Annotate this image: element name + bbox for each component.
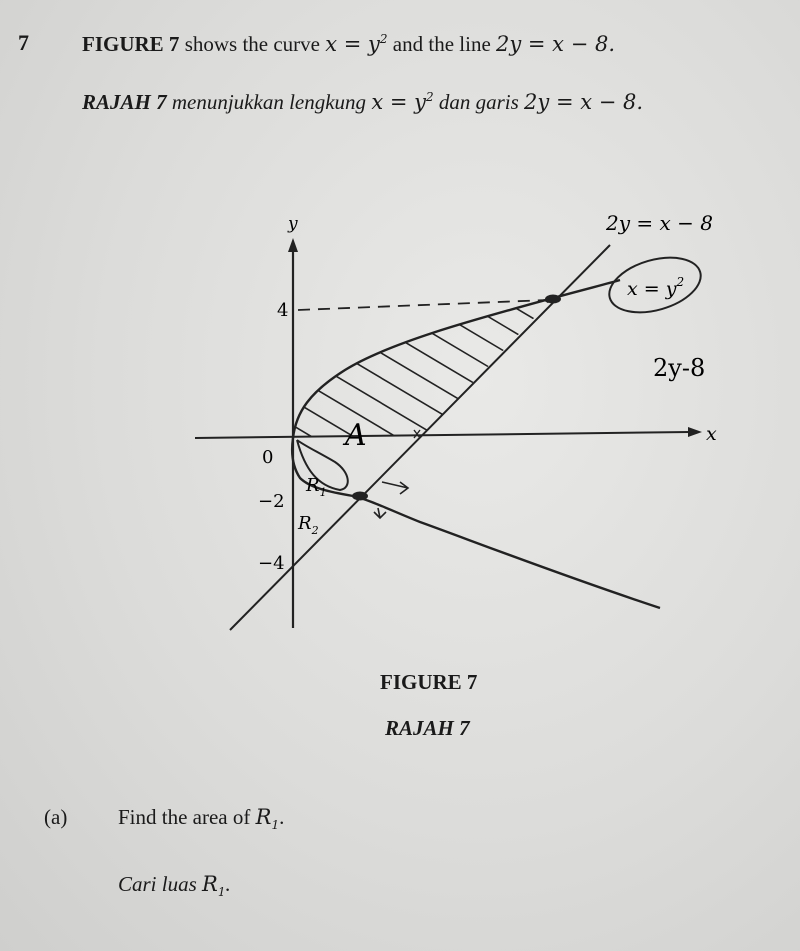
axis-y-label: y — [288, 214, 298, 234]
part-a-var-sub-ms: 1 — [217, 885, 226, 900]
text-pre-ms: menunjukkan lengkung — [166, 90, 372, 114]
x-axis-arrowhead — [688, 427, 702, 437]
region-r1-base: R — [306, 475, 320, 496]
line-equation-en: 2y = x − 8. — [496, 32, 616, 56]
part-a-var-base-en: R — [255, 805, 272, 829]
intersection-point-lower — [352, 492, 368, 501]
part-a-end-ms: . — [225, 872, 231, 896]
region-a-label: A — [345, 418, 367, 453]
curve-exponent-ms: 2 — [425, 90, 434, 104]
figure-caption-en: FIGURE 7 — [380, 670, 478, 694]
axis-x-label: x — [706, 423, 717, 445]
curve-exponent-en: 2 — [379, 32, 388, 46]
part-a-end-en: . — [279, 805, 285, 829]
part-a-var-sub-en: 1 — [271, 818, 280, 833]
part-a-var-base-ms: R — [202, 872, 218, 896]
figure-ref-en: FIGURE 7 — [82, 32, 180, 56]
handwritten-note: 2y-8 — [653, 354, 706, 382]
arrow-right-icon — [382, 482, 408, 494]
tick-label-y-neg4: −4 — [258, 553, 285, 574]
part-a-var-ms — [202, 872, 226, 900]
figure-ref-ms: RAJAH 7 — [82, 90, 167, 114]
region-r1-sub: 1 — [319, 486, 327, 499]
curve-label — [627, 275, 684, 300]
text-mid-en: and the line — [387, 32, 497, 56]
figure-caption-ms: RAJAH 7 — [385, 716, 470, 740]
question-number: 7 — [18, 30, 29, 55]
arrow-down-icon — [374, 508, 386, 518]
region-a-hatching — [250, 75, 620, 645]
text-mid-ms: dan garis — [433, 90, 525, 114]
tick-label-y-neg2: −2 — [258, 491, 285, 512]
part-a-text-ms: Cari luas — [118, 872, 203, 896]
origin-label: 0 — [262, 447, 274, 468]
curve-label-exponent: 2 — [676, 275, 685, 289]
part-a-label: (a) — [44, 805, 68, 829]
part-a-question-ms — [118, 872, 231, 899]
region-r1-label — [305, 475, 327, 499]
part-a-question-en — [118, 805, 284, 832]
part-a-text-en: Find the area of — [118, 805, 256, 829]
curve-base-ms: x = y — [371, 90, 426, 114]
region-r2-sub: 2 — [311, 524, 319, 537]
part-a-var-en — [255, 805, 280, 833]
line-label: 2y = x − 8 — [606, 211, 713, 235]
text-pre-en: shows the curve — [179, 32, 326, 56]
curve-label-base: x = y — [627, 278, 677, 300]
tick-mark-8 — [414, 430, 420, 438]
y-axis-arrowhead — [288, 238, 298, 252]
x-axis — [195, 432, 690, 438]
intersection-point-upper — [545, 295, 561, 304]
tick-label-y4: 4 — [277, 300, 289, 321]
region-r2-label — [297, 513, 319, 537]
line-equation-ms: 2y = x − 8. — [524, 90, 644, 114]
curve-base-en: x = y — [325, 32, 380, 56]
region-r2-base: R — [298, 513, 312, 534]
